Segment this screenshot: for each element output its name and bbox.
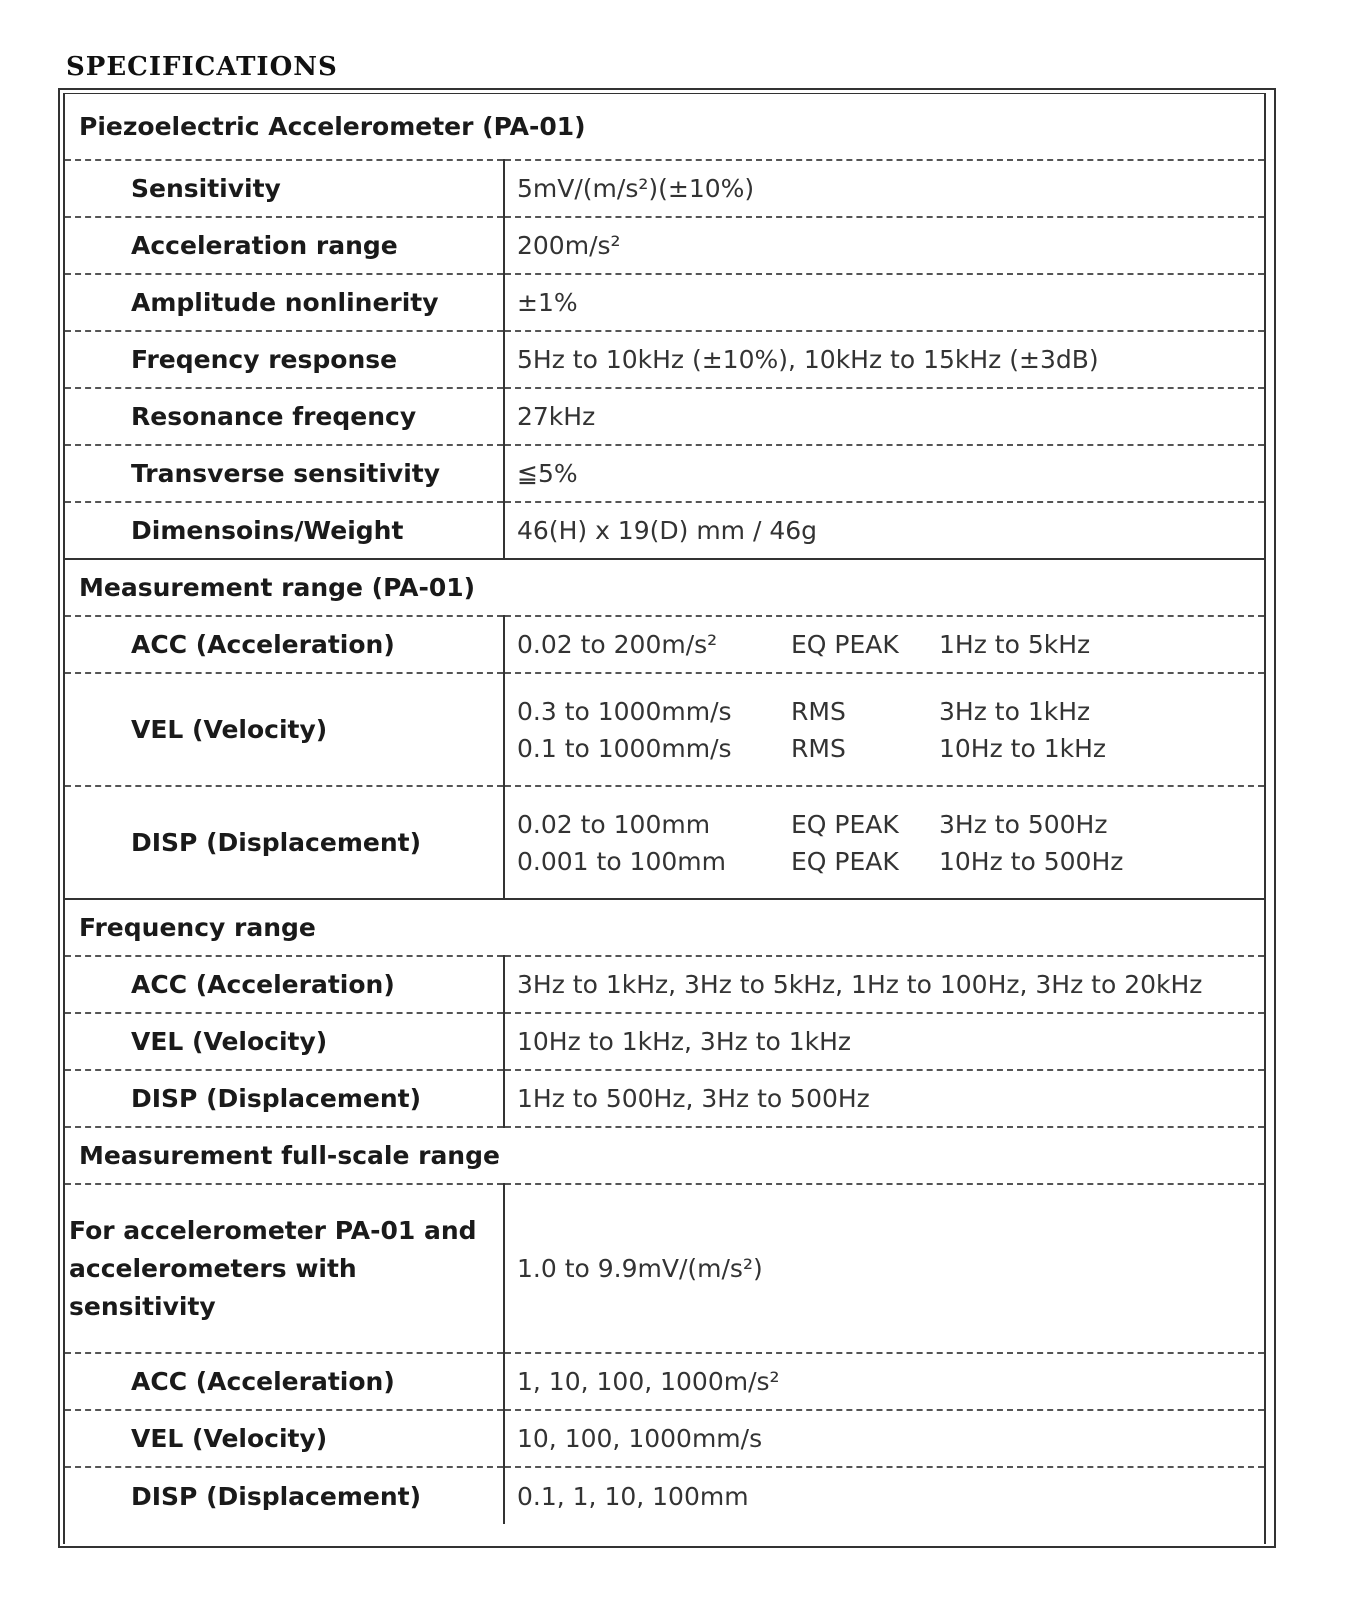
spec-value: ≦5% bbox=[517, 459, 578, 488]
mode-text: RMS bbox=[791, 733, 846, 763]
range-text: 0.3 to 1000mm/s bbox=[517, 696, 732, 726]
spec-label: Amplitude nonlinerity bbox=[65, 274, 504, 331]
freq-text: 10Hz to 1kHz bbox=[939, 733, 1107, 763]
table-row bbox=[65, 1467, 1264, 1524]
spec-value: 10Hz to 1kHz, 3Hz to 1kHz bbox=[517, 1027, 852, 1056]
range-text: 0.1 to 1000mm/s bbox=[517, 733, 732, 763]
section-header-row bbox=[65, 94, 1264, 160]
table-row bbox=[65, 786, 1264, 899]
spec-label: ACC (Acceleration) bbox=[65, 1353, 504, 1410]
spec-value: 27kHz bbox=[517, 402, 596, 431]
table-row bbox=[65, 160, 1264, 217]
spec-label-line: accelerometers with bbox=[69, 1253, 357, 1283]
spec-label: VEL (Velocity) bbox=[65, 1013, 504, 1070]
specifications-table bbox=[65, 94, 1264, 1524]
table-row bbox=[65, 956, 1264, 1013]
table-row bbox=[65, 388, 1264, 445]
range-grid bbox=[517, 630, 1264, 659]
section-header-row bbox=[65, 899, 1264, 956]
spec-value bbox=[504, 616, 1264, 673]
spec-table-inner bbox=[63, 93, 1266, 1544]
spec-label bbox=[65, 1184, 504, 1353]
table-row bbox=[65, 673, 1264, 786]
spec-value: 5Hz to 10kHz (±10%), 10kHz to 15kHz (±3dB) bbox=[517, 345, 1099, 374]
spec-label: Sensitivity bbox=[65, 160, 504, 217]
spec-label-line: For accelerometer PA-01 and bbox=[69, 1215, 477, 1245]
spec-label-line: sensitivity bbox=[69, 1291, 216, 1321]
spec-table-frame bbox=[58, 88, 1276, 1548]
spec-value: 1, 10, 100, 1000m/s² bbox=[517, 1367, 780, 1396]
table-row bbox=[65, 1410, 1264, 1467]
spec-value: 10, 100, 1000mm/s bbox=[517, 1424, 763, 1453]
spec-value bbox=[504, 786, 1264, 899]
table-row bbox=[65, 331, 1264, 388]
range-grid bbox=[517, 697, 1264, 763]
spec-label: Acceleration range bbox=[65, 217, 504, 274]
mode-text: EQ PEAK bbox=[791, 846, 899, 876]
spec-value: 200m/s² bbox=[517, 231, 621, 260]
section-heading: Frequency range bbox=[79, 913, 316, 942]
range-text: 0.001 to 100mm bbox=[517, 846, 726, 876]
spec-value bbox=[504, 673, 1264, 786]
mode-text: EQ PEAK bbox=[791, 630, 899, 659]
mode-text: EQ PEAK bbox=[791, 809, 899, 839]
table-row bbox=[65, 217, 1264, 274]
table-row bbox=[65, 274, 1264, 331]
spec-value: 0.1, 1, 10, 100mm bbox=[517, 1481, 749, 1511]
range-text: 0.02 to 100mm bbox=[517, 809, 711, 839]
spec-value: 5mV/(m/s²)(±10%) bbox=[517, 174, 755, 203]
table-row bbox=[65, 1070, 1264, 1127]
section-heading: Piezoelectric Accelerometer (PA-01) bbox=[79, 112, 586, 141]
freq-text: 10Hz to 500Hz bbox=[939, 846, 1124, 876]
freq-text: 1Hz to 5kHz bbox=[939, 630, 1091, 659]
spec-value: ±1% bbox=[517, 288, 578, 317]
spec-label: DISP (Displacement) bbox=[65, 1467, 504, 1524]
freq-text: 3Hz to 1kHz bbox=[939, 696, 1091, 726]
spec-label: DISP (Displacement) bbox=[65, 1070, 504, 1127]
spec-value: 1Hz to 500Hz, 3Hz to 500Hz bbox=[517, 1084, 870, 1113]
page-title: SPECIFICATIONS bbox=[66, 52, 338, 82]
spec-value: 3Hz to 1kHz, 3Hz to 5kHz, 1Hz to 100Hz, 3Hz to 20kHz bbox=[517, 970, 1203, 999]
table-row bbox=[65, 1013, 1264, 1070]
table-row bbox=[65, 616, 1264, 673]
spec-value: 46(H) x 19(D) mm / 46g bbox=[517, 516, 818, 545]
section-header-row bbox=[65, 1127, 1264, 1184]
spec-label: ACC (Acceleration) bbox=[65, 616, 504, 673]
table-row bbox=[65, 1184, 1264, 1353]
freq-text: 3Hz to 500Hz bbox=[939, 809, 1108, 839]
spec-label: Transverse sensitivity bbox=[65, 445, 504, 502]
section-heading: Measurement range (PA-01) bbox=[79, 573, 476, 602]
spec-label: DISP (Displacement) bbox=[65, 786, 504, 899]
spec-label: VEL (Velocity) bbox=[65, 1410, 504, 1467]
table-row bbox=[65, 1353, 1264, 1410]
spec-label: Resonance freqency bbox=[65, 388, 504, 445]
section-heading: Measurement full-scale range bbox=[79, 1141, 500, 1170]
spec-label: ACC (Acceleration) bbox=[65, 956, 504, 1013]
range-text: 0.02 to 200m/s² bbox=[517, 630, 718, 659]
range-grid bbox=[517, 810, 1264, 876]
mode-text: RMS bbox=[791, 696, 846, 726]
section-header-row bbox=[65, 559, 1264, 616]
table-row bbox=[65, 502, 1264, 559]
spec-label: Freqency response bbox=[65, 331, 504, 388]
spec-label: VEL (Velocity) bbox=[65, 673, 504, 786]
table-row bbox=[65, 445, 1264, 502]
spec-label: Dimensoins/Weight bbox=[65, 502, 504, 559]
spec-value: 1.0 to 9.9mV/(m/s²) bbox=[517, 1254, 763, 1283]
